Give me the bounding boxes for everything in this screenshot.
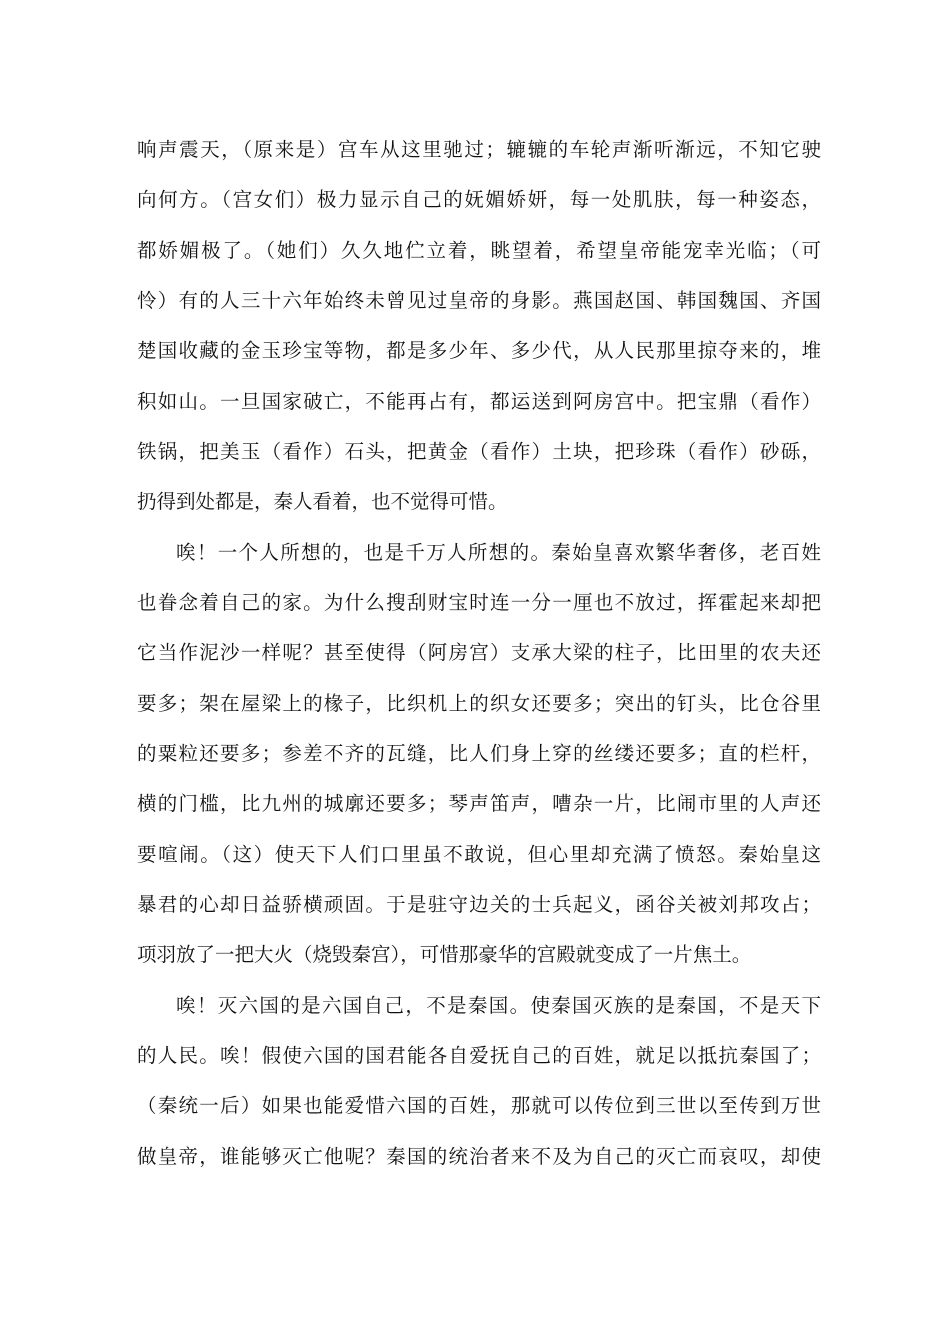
paragraph-line: 向何方。（宫女们）极力显示自己的妩媚娇妍，每一处肌肤，每一种姿态， xyxy=(137,188,821,211)
paragraph-line: 也眷念着自己的家。为什么搜刮财宝时连一分一厘也不放过，挥霍起来却把 xyxy=(137,591,821,614)
paragraph-line: 暴君的心却日益骄横顽固。于是驻守边关的士兵起义，函谷关被刘邦攻占； xyxy=(137,893,821,916)
paragraph-line: 唉！一个人所想的，也是千万人所想的。秦始皇喜欢繁华奢侈，老百姓 xyxy=(176,541,821,564)
paragraph-line: （秦统一后）如果也能爱惜六国的百姓，那就可以传位到三世以至传到万世 xyxy=(137,1094,821,1117)
paragraph-line: 它当作泥沙一样呢？甚至使得（阿房宫）支承大梁的柱子，比田里的农夫还 xyxy=(137,641,821,664)
paragraph-line: 都娇媚极了。（她们）久久地伫立着，眺望着，希望皇帝能宠幸光临；（可 xyxy=(137,239,821,262)
paragraph-line: 楚国收藏的金玉珍宝等物，都是多少年、多少代，从人民那里掠夺来的，堆 xyxy=(137,339,821,362)
paragraph-line: 要喧闹。（这）使天下人们口里虽不敢说，但心里却充满了愤怒。秦始皇这 xyxy=(137,843,821,866)
paragraph-line: 扔得到处都是，秦人看着，也不觉得可惜。 xyxy=(137,490,508,513)
paragraph-line: 的人民。唉！假使六国的国君能各自爱抚自己的百姓，就足以抵抗秦国了； xyxy=(137,1044,821,1067)
paragraph-line: 铁锅，把美玉（看作）石头，把黄金（看作）土块，把珍珠（看作）砂砾， xyxy=(137,440,821,463)
paragraph-line: 唉！灭六国的是六国自己，不是秦国。使秦国灭族的是秦国，不是天下 xyxy=(176,994,821,1017)
paragraph-line: 项羽放了一把大火（烧毁秦宫），可惜那豪华的宫殿就变成了一片焦土。 xyxy=(137,943,752,966)
paragraph-line: 积如山。一旦国家破亡，不能再占有，都运送到阿房宫中。把宝鼎（看作） xyxy=(137,390,821,413)
paragraph-line: 横的门槛，比九州的城廓还要多；琴声笛声，嘈杂一片，比闹市里的人声还 xyxy=(137,792,821,815)
paragraph-line: 要多；架在屋梁上的椽子，比织机上的织女还要多；突出的钉头，比仓谷里 xyxy=(137,692,821,715)
paragraph-line: 做皇帝，谁能够灭亡他呢？秦国的统治者来不及为自己的灭亡而哀叹，却使 xyxy=(137,1145,821,1168)
paragraph-line: 响声震天，（原来是）宫车从这里驰过；辘辘的车轮声渐听渐远，不知它驶 xyxy=(137,138,821,161)
paragraph-line: 的粟粒还要多；参差不齐的瓦缝，比人们身上穿的丝缕还要多；直的栏杆， xyxy=(137,742,821,765)
paragraph-line: 怜）有的人三十六年始终未曾见过皇帝的身影。燕国赵国、韩国魏国、齐国 xyxy=(137,289,821,312)
